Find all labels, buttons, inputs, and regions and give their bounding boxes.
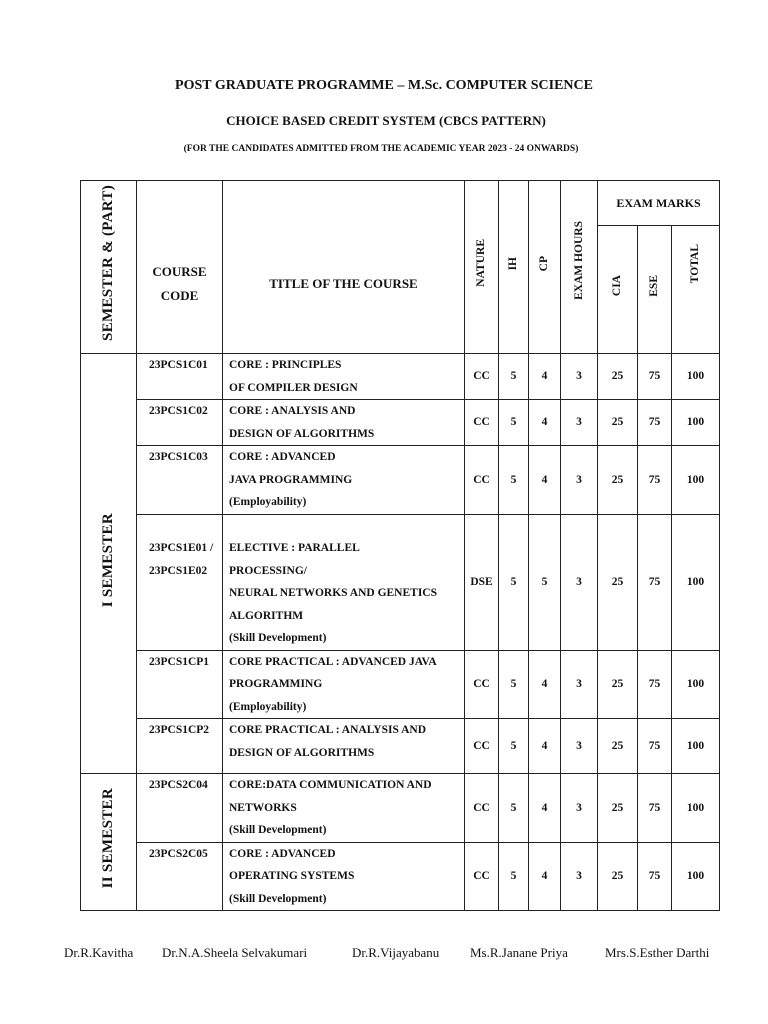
cia-cell: 25	[598, 719, 638, 774]
header-row	[81, 181, 720, 226]
course-code-header: COURSE CODE	[137, 181, 223, 354]
table-row	[81, 842, 720, 911]
ese-cell: 75	[638, 400, 672, 446]
course-title-line: PROCESSING/	[229, 564, 307, 577]
course-title-line: (Skill Development)	[229, 824, 327, 836]
ese-cell: 75	[638, 514, 672, 650]
course-title-line: NEURAL NETWORKS AND GENETICS	[229, 587, 438, 599]
exam-hours-cell: 3	[561, 650, 598, 719]
ih-header: IH	[499, 181, 529, 354]
ese-cell: 75	[638, 446, 672, 515]
signatory: Dr.R.Kavitha	[64, 945, 134, 960]
total-cell: 100	[672, 719, 720, 774]
course-title-line: CORE PRACTICAL : ADVANCED JAVA	[229, 655, 437, 668]
course-code: 23PCS1E02	[149, 564, 208, 577]
cp-cell: 4	[529, 719, 561, 774]
cia-cell: 25	[598, 514, 638, 650]
nature-cell: CC	[465, 400, 499, 446]
course-title-line: (Skill Development)	[229, 632, 327, 644]
course-title-line: CORE PRACTICAL : ANALYSIS AND	[229, 724, 427, 736]
course-title-line: DESIGN OF ALGORITHMS	[229, 746, 375, 759]
course-title-line: (Employability)	[229, 700, 307, 713]
course-title-line: DESIGN OF ALGORITHMS	[229, 427, 375, 440]
table-row	[81, 446, 720, 515]
course-code-cell	[137, 354, 223, 400]
course-title-cell	[223, 842, 465, 911]
exam-hours-header: EXAM HOURS	[561, 181, 598, 354]
course-code-cell	[137, 719, 223, 774]
semester-part-header: SEMESTER & (PART)	[81, 181, 137, 354]
total-cell: 100	[672, 650, 720, 719]
course-title-line: CORE:DATA COMMUNICATION AND	[229, 779, 432, 791]
signatory: Mrs.S.Esther Darthi	[605, 945, 710, 960]
semester-cell	[81, 354, 137, 774]
cia-cell: 25	[598, 354, 638, 400]
total-cell: 100	[672, 400, 720, 446]
course-title-line: CORE : ADVANCED	[229, 847, 336, 860]
course-code: 23PCS1E01 /	[149, 542, 214, 554]
course-title-cell	[223, 719, 465, 774]
course-title-cell	[223, 446, 465, 515]
table-row	[81, 719, 720, 774]
ih-cell: 5	[499, 354, 529, 400]
course-code: 23PCS1C02	[149, 405, 208, 417]
table-row	[81, 650, 720, 719]
exam-hours-cell: 3	[561, 400, 598, 446]
course-code	[149, 515, 222, 538]
nature-cell: CC	[465, 650, 499, 719]
table-row	[81, 774, 720, 843]
cp-cell: 4	[529, 446, 561, 515]
course-title-line: ELECTIVE : PARALLEL	[229, 542, 360, 554]
ese-cell: 75	[638, 719, 672, 774]
cia-cell: 25	[598, 400, 638, 446]
page-subtitle: CHOICE BASED CREDIT SYSTEM (CBCS PATTERN)	[226, 113, 546, 128]
total-header: TOTAL	[672, 226, 720, 354]
course-title-line: PROGRAMMING	[229, 678, 323, 690]
course-code: 23PCS1CP2	[149, 724, 210, 736]
exam-hours-cell: 3	[561, 514, 598, 650]
nature-cell: CC	[465, 842, 499, 911]
course-code: 23PCS1C01	[149, 359, 208, 371]
nature-cell: CC	[465, 354, 499, 400]
semester-label: I SEMESTER	[100, 512, 117, 607]
course-title-line	[229, 515, 460, 538]
total-cell: 100	[672, 354, 720, 400]
exam-hours-cell: 3	[561, 446, 598, 515]
ih-cell: 5	[499, 842, 529, 911]
course-code-cell	[137, 514, 223, 650]
course-title-cell	[223, 514, 465, 650]
ih-cell: 5	[499, 650, 529, 719]
total-cell: 100	[672, 774, 720, 843]
ese-cell: 75	[638, 354, 672, 400]
ih-cell: 5	[499, 400, 529, 446]
cp-cell: 4	[529, 650, 561, 719]
course-title-header: TITLE OF THE COURSE	[223, 181, 465, 354]
course-title-line: OF COMPILER DESIGN	[229, 381, 358, 394]
page-title: POST GRADUATE PROGRAMME – M.Sc. COMPUTER SCIENCE	[175, 78, 593, 93]
course-title-line: (Skill Development)	[229, 892, 327, 905]
cp-cell: 4	[529, 774, 561, 843]
ese-cell: 75	[638, 842, 672, 911]
course-code-cell	[137, 774, 223, 843]
semester-label: II SEMESTER	[100, 788, 117, 889]
nature-cell: CC	[465, 774, 499, 843]
exam-hours-cell: 3	[561, 719, 598, 774]
course-title-cell	[223, 354, 465, 400]
total-cell: 100	[672, 842, 720, 911]
table-row	[81, 514, 720, 650]
cia-cell: 25	[598, 842, 638, 911]
total-cell: 100	[672, 514, 720, 650]
nature-cell: CC	[465, 446, 499, 515]
ese-cell: 75	[638, 774, 672, 843]
course-title-cell	[223, 650, 465, 719]
ese-header: ESE	[638, 226, 672, 354]
cia-header: CIA	[598, 226, 638, 354]
course-title-line: ALGORITHM	[229, 609, 304, 622]
ese-cell: 75	[638, 650, 672, 719]
cp-cell: 4	[529, 354, 561, 400]
admission-note: (FOR THE CANDIDATES ADMITTED FROM THE ACADEMIC YEAR 2023 - 24 ONWARDS)	[183, 144, 579, 154]
exam-hours-cell: 3	[561, 774, 598, 843]
cp-header: CP	[529, 181, 561, 354]
cia-cell: 25	[598, 650, 638, 719]
cp-cell: 5	[529, 514, 561, 650]
course-code-cell	[137, 842, 223, 911]
course-code-cell	[137, 446, 223, 515]
course-code: 23PCS1C03	[149, 451, 208, 463]
course-title-line: OPERATING SYSTEMS	[229, 870, 355, 882]
ih-cell: 5	[499, 514, 529, 650]
signatory: Dr.R.Vijayabanu	[352, 945, 440, 960]
total-cell: 100	[672, 446, 720, 515]
cia-cell: 25	[598, 446, 638, 515]
cp-cell: 4	[529, 400, 561, 446]
cp-cell: 4	[529, 842, 561, 911]
nature-cell: CC	[465, 719, 499, 774]
exam-hours-cell: 3	[561, 354, 598, 400]
signatory: Ms.R.Janane Priya	[470, 945, 568, 960]
nature-header: NATURE	[465, 181, 499, 354]
exam-marks-header: EXAM MARKS	[598, 181, 720, 226]
course-code: 23PCS2C05	[149, 847, 208, 860]
course-title-line: (Employability)	[229, 496, 307, 508]
course-title-line: CORE : ANALYSIS AND	[229, 405, 356, 417]
semester-cell	[81, 774, 137, 911]
ih-cell: 5	[499, 774, 529, 843]
course-title-line: NETWORKS	[229, 801, 297, 814]
cia-cell: 25	[598, 774, 638, 843]
course-title-cell	[223, 400, 465, 446]
course-code: 23PCS2C04	[149, 779, 208, 791]
signatory: Dr.N.A.Sheela Selvakumari	[162, 945, 308, 960]
course-code-cell	[137, 650, 223, 719]
course-code-cell	[137, 400, 223, 446]
course-title-line: CORE : PRINCIPLES	[229, 359, 342, 371]
ih-cell: 5	[499, 719, 529, 774]
course-title-line: CORE : ADVANCED	[229, 451, 336, 463]
nature-cell: DSE	[465, 514, 499, 650]
table-row	[81, 400, 720, 446]
course-title-cell	[223, 774, 465, 843]
table-row	[81, 354, 720, 400]
ih-cell: 5	[499, 446, 529, 515]
exam-hours-cell: 3	[561, 842, 598, 911]
course-table	[80, 180, 720, 911]
course-title-line: JAVA PROGRAMMING	[229, 473, 353, 486]
course-code: 23PCS1CP1	[149, 655, 210, 668]
